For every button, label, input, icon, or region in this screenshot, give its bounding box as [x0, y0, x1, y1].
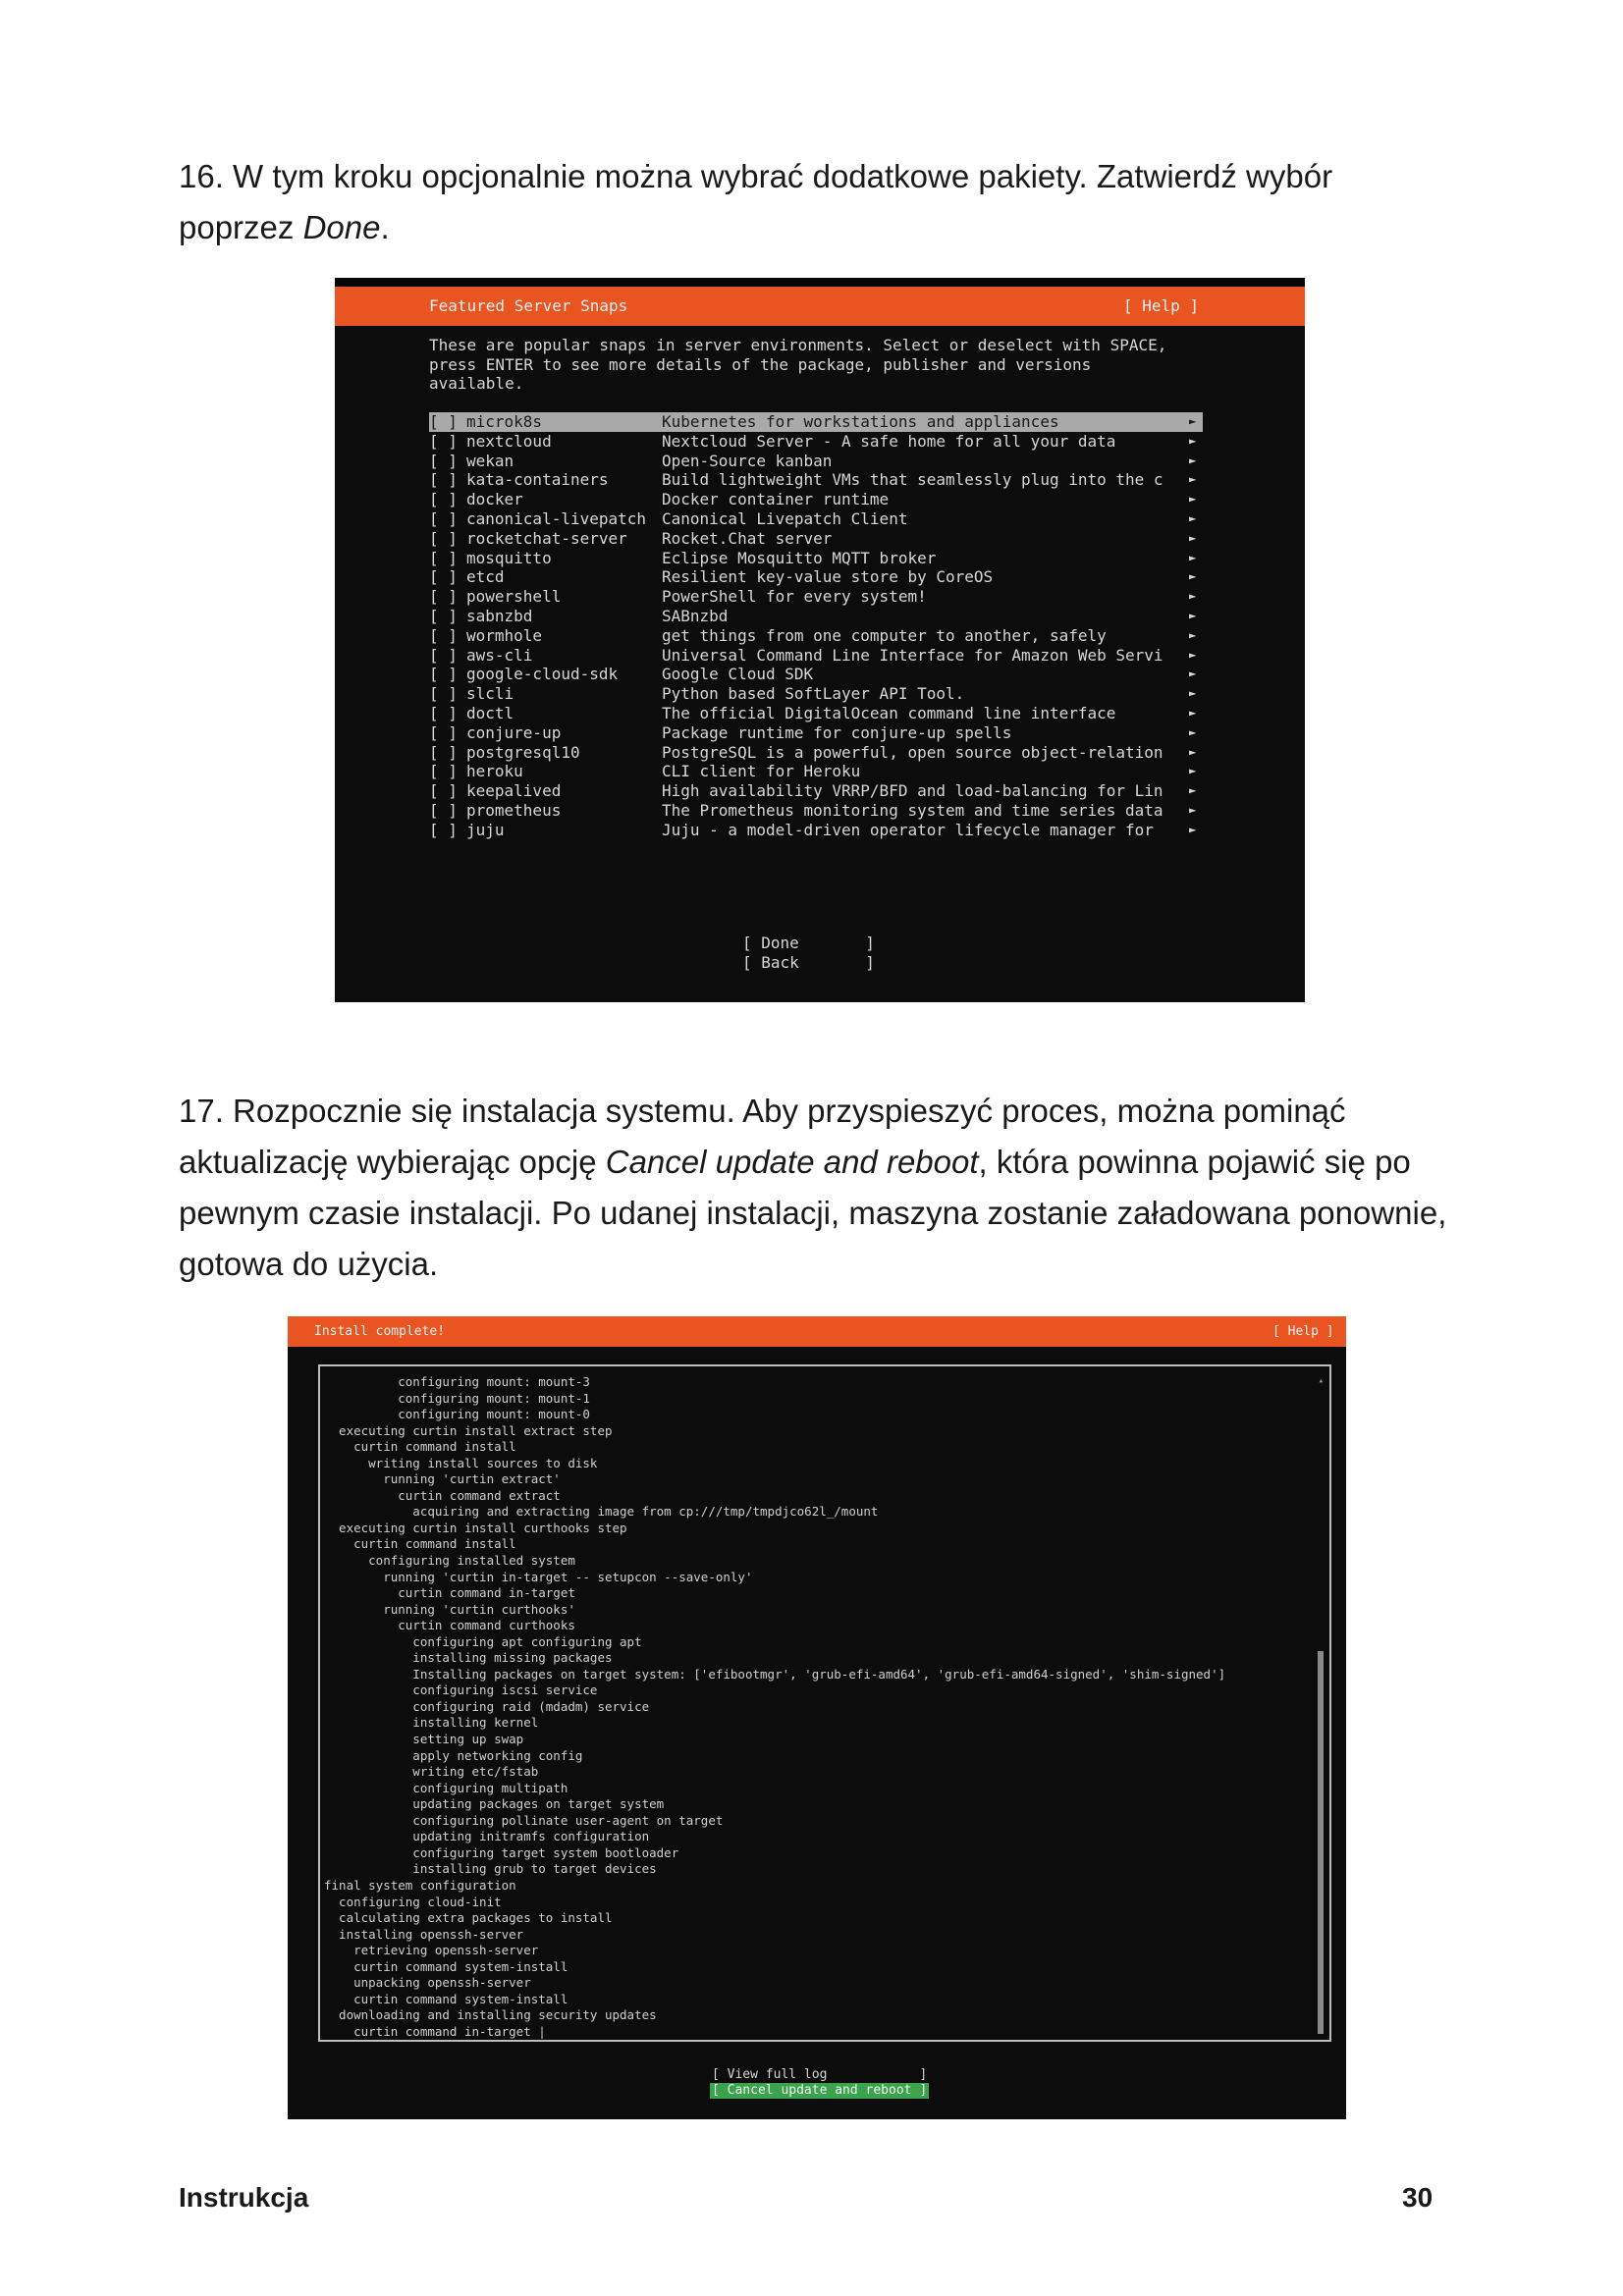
snap-description: Eclipse Mosquitto MQTT broker: [662, 548, 937, 567]
snap-description: Google Cloud SDK: [662, 665, 814, 684]
snap-description: Rocket.Chat server: [662, 528, 833, 548]
snap-name: kata-containers: [466, 470, 609, 490]
step-17-emphasis: Cancel update and reboot: [605, 1144, 979, 1180]
snap-name: wormhole: [466, 625, 543, 645]
snap-description: Universal Command Line Interface for Amazon Web Servi: [662, 645, 1163, 665]
snap-item-wekan[interactable]: [429, 452, 1203, 471]
arrow-right-icon: ►: [1189, 433, 1197, 448]
snap-item-microk8s[interactable]: [429, 412, 1203, 432]
snaps-title-bar: [335, 287, 1305, 326]
log-scrollbar[interactable]: [1318, 1651, 1324, 2034]
snap-name: nextcloud: [466, 431, 552, 451]
snaps-help-button[interactable]: [ Help ]: [1123, 296, 1200, 315]
step-17-suffix: , która powinna pojawić się po pewnym czasie instalacji. Po udanej instalacji, maszyna zostanie załadowana ponownie, gotowa do użycia.: [179, 1144, 1447, 1282]
snap-item-doctl[interactable]: [429, 704, 1203, 723]
snap-checkbox[interactable]: [ ]: [429, 645, 458, 665]
snap-checkbox[interactable]: [ ]: [429, 722, 458, 742]
snap-description: Resilient key-value store by CoreOS: [662, 567, 994, 587]
snap-checkbox[interactable]: [ ]: [429, 508, 458, 528]
install-log-text: configuring mount: mount-3 configuring mount: mount-1 configuring mount: mount-0 executing curtin install extract step curtin command install writing install sources to disk running 'curtin extract' curtin command extract acquiring and extracting image from cp:///tmp/tmpdjco62l_/mount executing curtin install curthooks step curtin command install configuring installed system running 'curtin in-target -- setupcon --save-only' curtin command in-target running 'curtin curthooks' curtin command curthooks configuring apt configuring apt installing missing packages Installing packages on target system: ['efibootmgr', 'grub-efi-amd64', 'grub-efi-amd64-signed', 'shim-signed'] configuring iscsi service configuring raid (mdadm) service installing kernel setting up swap apply networking config writing etc/fstab configuring multipath updating packages on target system configuring pollinate user-agent on target updating initramfs configuration configuring target system bootloader installing grub to target devices final system configuration configuring cloud-init calculating extra packages to install installing openssh-server retrieving openssh-server curtin command system-install unpacking openssh-server curtin command system-install downloading and installing security updates curtin command in-target |: [324, 1374, 1226, 2039]
snap-name: keepalived: [466, 781, 562, 801]
snap-item-juju[interactable]: [429, 821, 1203, 840]
snap-name: sabnzbd: [466, 606, 533, 625]
step-16-emphasis: Done: [302, 209, 381, 245]
snap-description: The official DigitalOcean command line interface: [662, 703, 1116, 722]
snap-checkbox[interactable]: [ ]: [429, 528, 458, 548]
done-button[interactable]: [ Done ]: [742, 934, 875, 952]
snap-item-mosquitto[interactable]: [429, 549, 1203, 568]
arrow-right-icon: ►: [1189, 589, 1197, 604]
snap-checkbox[interactable]: [ ]: [429, 684, 458, 704]
footer-title: Instrukcja: [179, 2182, 309, 2213]
arrow-right-icon: ►: [1189, 783, 1197, 798]
snap-checkbox[interactable]: [ ]: [429, 625, 458, 645]
snap-name: google-cloud-sdk: [466, 665, 619, 684]
arrow-right-icon: ►: [1189, 414, 1197, 428]
arrow-right-icon: ►: [1189, 802, 1197, 817]
snap-name: rocketchat-server: [466, 528, 627, 548]
snap-item-keepalived[interactable]: [429, 781, 1203, 801]
snap-name: powershell: [466, 587, 562, 607]
arrow-right-icon: ►: [1189, 492, 1197, 507]
snap-checkbox[interactable]: [ ]: [429, 781, 458, 801]
snap-description: Nextcloud Server - A safe home for all your data: [662, 431, 1116, 451]
snap-item-google-cloud-sdk[interactable]: [429, 665, 1203, 684]
snap-description: get things from one computer to another, safely: [662, 625, 1107, 645]
arrow-right-icon: ►: [1189, 608, 1197, 622]
snap-checkbox[interactable]: [ ]: [429, 548, 458, 567]
arrow-right-icon: ►: [1189, 705, 1197, 720]
step-16-suffix: .: [380, 209, 390, 245]
snap-checkbox[interactable]: [ ]: [429, 703, 458, 722]
snap-name: postgresql10: [466, 742, 580, 762]
arrow-right-icon: ►: [1189, 627, 1197, 642]
snap-name: docker: [466, 490, 523, 509]
snap-description: Open-Source kanban: [662, 451, 833, 470]
snaps-list: [429, 412, 1203, 840]
install-title-bar: [288, 1316, 1346, 1347]
snap-description: CLI client for Heroku: [662, 762, 861, 781]
step-17-paragraph: [179, 1086, 1455, 1290]
screenshot-top-edge: [335, 278, 1305, 287]
snap-checkbox[interactable]: [ ]: [429, 665, 458, 684]
snap-item-kata-containers[interactable]: [429, 470, 1203, 490]
snap-name: doctl: [466, 703, 514, 722]
back-button[interactable]: [ Back ]: [742, 953, 875, 972]
snap-name: canonical-livepatch: [466, 508, 647, 528]
snap-name: juju: [466, 820, 505, 839]
install-help-button[interactable]: [ Help ]: [1272, 1324, 1334, 1339]
snap-description: Build lightweight VMs that seamlessly plug into the c: [662, 470, 1163, 490]
snap-item-rocketchat-server[interactable]: [429, 529, 1203, 549]
snap-description: Canonical Livepatch Client: [662, 508, 908, 528]
snap-item-nextcloud[interactable]: [429, 432, 1203, 452]
snap-item-prometheus[interactable]: [429, 801, 1203, 821]
snaps-intro-text: These are popular snaps in server environments. Select or deselect with SPACE, press ENTER to see more details of the package, publisher and versions available.: [429, 336, 1167, 393]
arrow-right-icon: ►: [1189, 764, 1197, 778]
snap-name: aws-cli: [466, 645, 533, 665]
snap-name: wekan: [466, 451, 514, 470]
arrow-right-icon: ►: [1189, 510, 1197, 525]
snap-description: PostgreSQL is a powerful, open source object-relation: [662, 742, 1163, 762]
featured-snaps-screenshot: [335, 278, 1305, 1002]
snap-description: Juju - a model-driven operator lifecycle manager for: [662, 820, 1154, 839]
snaps-title: Featured Server Snaps: [429, 296, 628, 315]
snap-checkbox[interactable]: [ ]: [429, 742, 458, 762]
snap-checkbox[interactable]: [ ]: [429, 412, 458, 431]
snap-item-canonical-livepatch[interactable]: [429, 509, 1203, 529]
snap-item-docker[interactable]: [429, 490, 1203, 509]
snap-name: etcd: [466, 567, 505, 587]
snap-description: Kubernetes for workstations and appliances: [662, 412, 1059, 431]
snap-item-conjure-up[interactable]: [429, 723, 1203, 743]
arrow-right-icon: ►: [1189, 550, 1197, 564]
snap-checkbox[interactable]: [ ]: [429, 820, 458, 839]
step-16-paragraph: [179, 151, 1455, 253]
snap-description: Python based SoftLayer API Tool.: [662, 684, 965, 704]
arrow-right-icon: ►: [1189, 647, 1197, 662]
snap-description: Package runtime for conjure-up spells: [662, 722, 1012, 742]
page-number: 30: [1402, 2182, 1434, 2213]
arrow-right-icon: ►: [1189, 667, 1197, 681]
snap-name: microk8s: [466, 412, 543, 431]
arrow-right-icon: ►: [1189, 453, 1197, 467]
snap-name: mosquitto: [466, 548, 552, 567]
snap-name: prometheus: [466, 800, 562, 820]
snap-item-aws-cli[interactable]: [429, 646, 1203, 666]
snap-description: The Prometheus monitoring system and time series data: [662, 800, 1163, 820]
snap-checkbox[interactable]: [ ]: [429, 451, 458, 470]
snap-description: High availability VRRP/BFD and load-balancing for Lin: [662, 781, 1163, 801]
snap-item-etcd[interactable]: [429, 567, 1203, 587]
arrow-right-icon: ►: [1189, 530, 1197, 545]
cancel-update-reboot-button[interactable]: [ Cancel update and reboot ]: [712, 2083, 928, 2098]
install-complete-screenshot: [288, 1316, 1346, 2119]
snap-description: SABnzbd: [662, 606, 729, 625]
snap-description: Docker container runtime: [662, 490, 890, 509]
snap-item-powershell[interactable]: [429, 587, 1203, 607]
snap-checkbox[interactable]: [ ]: [429, 431, 458, 451]
scroll-up-icon: ▴: [1318, 1376, 1324, 1386]
snap-name: heroku: [466, 762, 523, 781]
arrow-right-icon: ►: [1189, 744, 1197, 759]
snap-checkbox[interactable]: [ ]: [429, 762, 458, 781]
step-16-text: 16. W tym kroku opcjonalnie można wybrać dodatkowe pakiety. Zatwierdź wybór poprzez: [179, 158, 1333, 245]
snap-checkbox[interactable]: [ ]: [429, 800, 458, 820]
arrow-right-icon: ►: [1189, 569, 1197, 584]
snap-item-heroku[interactable]: [429, 762, 1203, 781]
snap-checkbox[interactable]: [ ]: [429, 567, 458, 587]
arrow-right-icon: ►: [1189, 472, 1197, 487]
snap-item-sabnzbd[interactable]: [429, 607, 1203, 626]
snap-item-wormhole[interactable]: [429, 626, 1203, 646]
snap-checkbox[interactable]: [ ]: [429, 490, 458, 509]
install-log-box[interactable]: [318, 1364, 1331, 2042]
snap-checkbox[interactable]: [ ]: [429, 587, 458, 607]
snap-name: slcli: [466, 684, 514, 704]
arrow-right-icon: ►: [1189, 724, 1197, 739]
snap-checkbox[interactable]: [ ]: [429, 470, 458, 490]
snap-name: conjure-up: [466, 722, 562, 742]
view-full-log-button[interactable]: [ View full log ]: [712, 2067, 928, 2082]
snap-item-postgresql10[interactable]: [429, 743, 1203, 763]
step-17-text: 17. Rozpocznie się instalacja systemu. Aby przyspieszyć proces, można pominąć aktualizację wybierając opcję: [179, 1093, 1346, 1180]
snap-item-slcli[interactable]: [429, 684, 1203, 704]
arrow-right-icon: ►: [1189, 822, 1197, 836]
arrow-right-icon: ►: [1189, 686, 1197, 701]
install-title: Install complete!: [314, 1324, 446, 1339]
snap-checkbox[interactable]: [ ]: [429, 606, 458, 625]
snap-description: PowerShell for every system!: [662, 587, 927, 607]
